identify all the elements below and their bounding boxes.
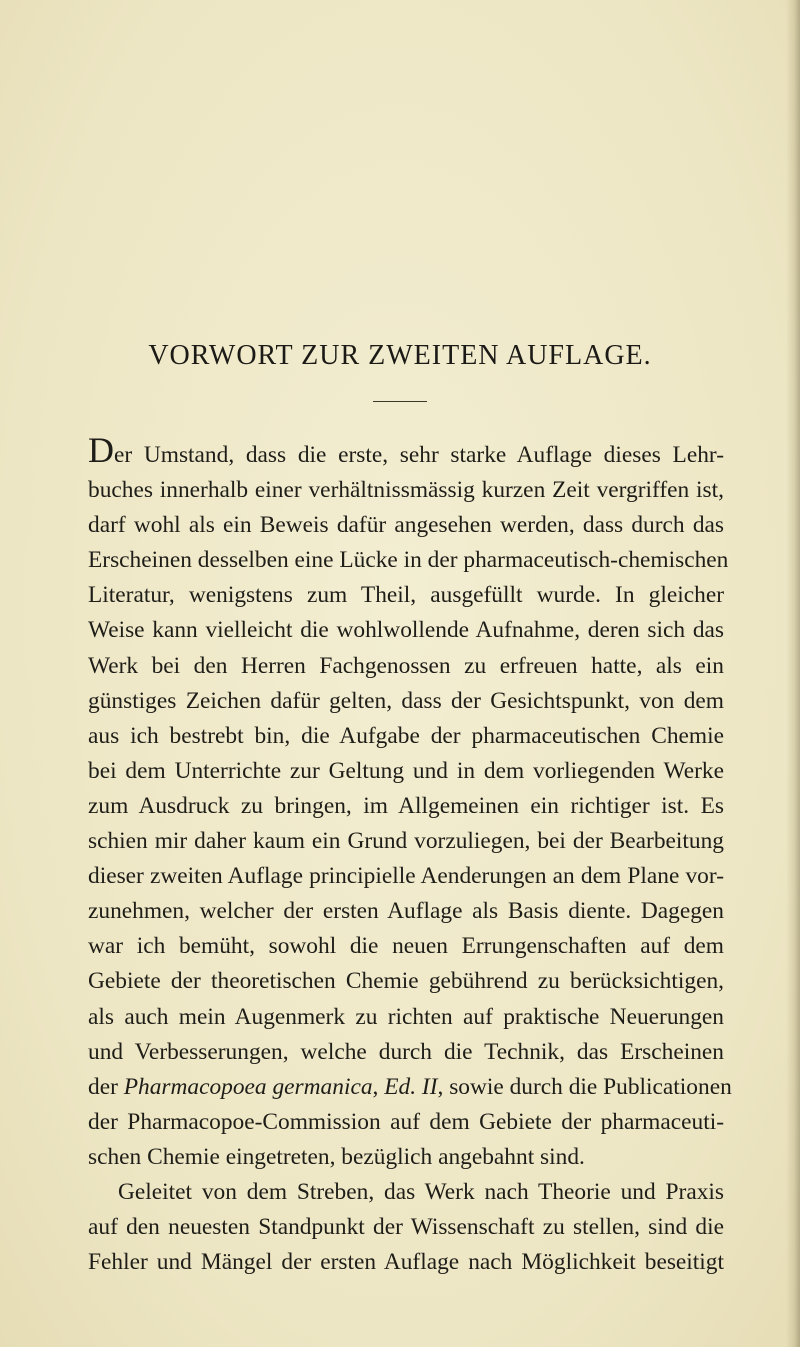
text-line: Geleitet von dem Streben, das Werk nach Theorie und Praxis — [118, 1178, 724, 1205]
edition-label: Ed. II — [384, 1073, 438, 1100]
text-line: darf wohl als ein Beweis dafür angesehen werden, dass durch das — [88, 512, 724, 539]
body-text — [88, 430, 732, 1280]
text-line: Weise kann vielleicht die wohlwollende Aufnahme, deren sich das — [88, 617, 724, 644]
text-line: bei dem Unterrichte zur Geltung und in dem vorliegenden Werke — [88, 757, 724, 784]
text-line: dieser zweiten Auflage principielle Aenderungen an dem Plane vor- — [88, 863, 724, 890]
text-line: der Pharmacopoea germanica, Ed. II, sowie durch die Publicationen — [88, 1073, 732, 1100]
text-line: war ich bemüht, sowohl die neuen Errungenschaften auf dem — [88, 933, 724, 960]
text-line: günstiges Zeichen dafür gelten, dass der Gesichtspunkt, von dem — [88, 687, 724, 714]
page-edge-shadow — [786, 0, 800, 1347]
text-line: der Pharmacopoe-Commission auf dem Gebiete der pharmaceuti- — [88, 1108, 724, 1135]
paragraph-1 — [88, 430, 732, 1175]
text-line: zunehmen, welcher der ersten Auflage als Basis diente. Dagegen — [88, 898, 724, 925]
text-line: als auch mein Augenmerk zu richten auf praktische Neuerungen — [88, 1003, 724, 1030]
text-line: aus ich bestrebt bin, die Aufgabe der pharmaceutischen Chemie — [88, 722, 724, 749]
text-line: Der Umstand, dass die erste, sehr starke Auflage dieses Lehr- — [88, 430, 724, 470]
text-line: und Verbesserungen, welche durch die Technik, das Erscheinen — [88, 1038, 724, 1065]
drop-cap: D — [88, 430, 114, 470]
paragraph-2 — [88, 1175, 724, 1280]
text-line: schien mir daher kaum ein Grund vorzuliegen, bei der Bearbeitung — [88, 828, 724, 855]
text-line: schen Chemie eingetreten, bezüglich angebahnt sind. — [88, 1143, 585, 1170]
text-line: zum Ausdruck zu bringen, im Allgemeinen ein richtiger ist. Es — [88, 792, 724, 819]
text-line: Gebiete der theoretischen Chemie gebührend zu berücksichtigen, — [88, 968, 724, 995]
title-divider — [373, 401, 427, 402]
text-line: auf den neuesten Standpunkt der Wissenschaft zu stellen, sind die — [88, 1214, 724, 1241]
pharmacopoea-title: Pharmacopoea germanica — [123, 1073, 373, 1100]
text-line: Erscheinen desselben eine Lücke in der pharmaceutisch-chemischen — [88, 547, 729, 574]
text-line: buches innerhalb einer verhältnissmässig kurzen Zeit vergriffen ist, — [88, 477, 724, 504]
text-line: Werk bei den Herren Fachgenossen zu erfreuen hatte, als ein — [88, 652, 724, 679]
text-line: Fehler und Mängel der ersten Auflage nach Möglichkeit beseitigt — [88, 1249, 724, 1276]
page-title: VORWORT ZUR ZWEITEN AUFLAGE. — [148, 340, 652, 371]
text-line: Literatur, wenigstens zum Theil, ausgefüllt wurde. In gleicher — [88, 582, 724, 609]
